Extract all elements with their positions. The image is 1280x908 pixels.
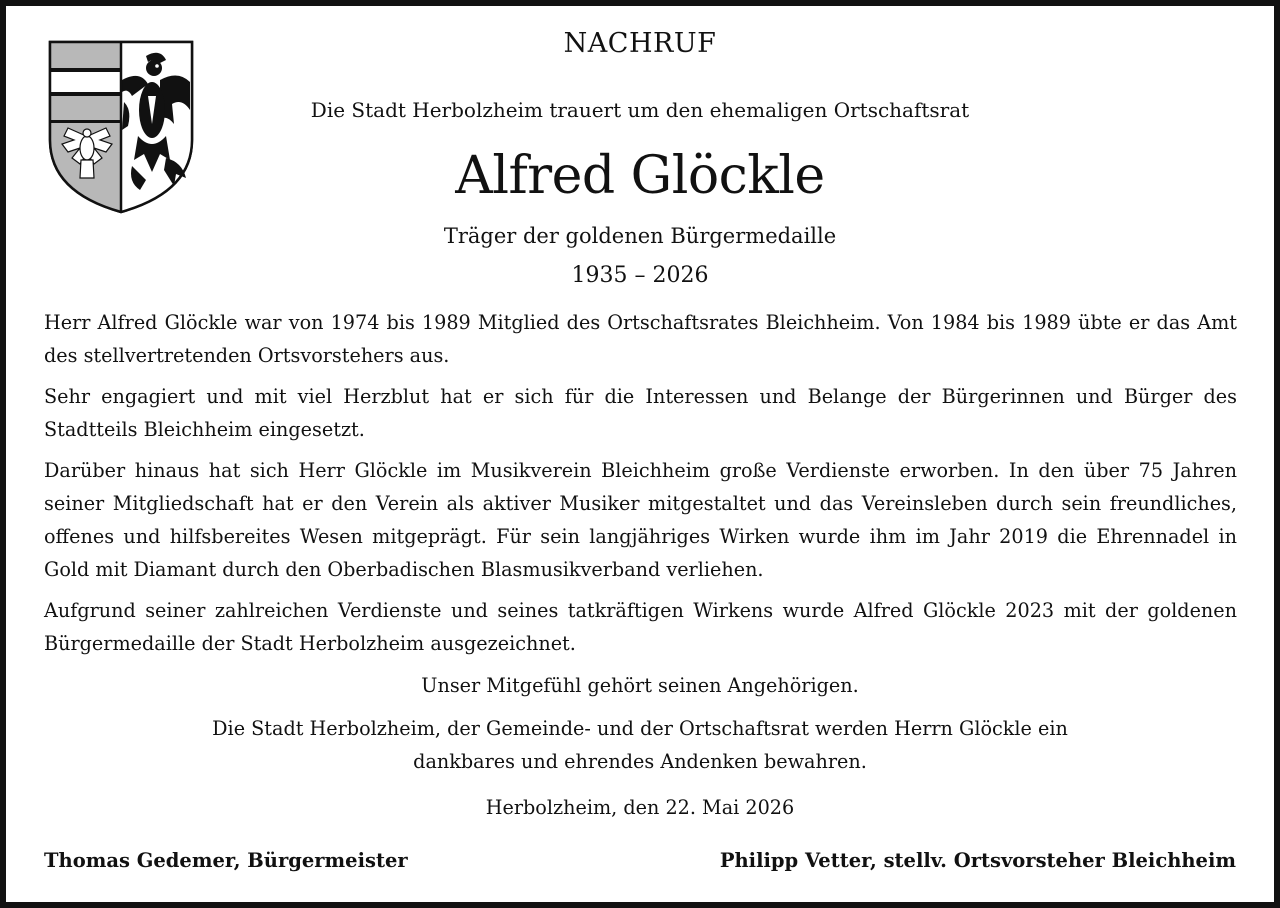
closing-line-2: dankbares und ehrendes Andenken bewahren.	[413, 750, 867, 773]
notice-intro: Die Stadt Herbolzheim trauert um den ehemaligen Ortschaftsrat	[310, 98, 970, 122]
life-years: 1935 – 2026	[571, 263, 709, 288]
notice-heading: NACHRUF	[563, 28, 717, 59]
paragraph-medal: Aufgrund seiner zahlreichen Verdienste und seines tatkräftigen Wirkens wurde Alfred Glöckle 2023 mit der goldenen Bürgermedaille der Stadt Herbolzheim ausgezeichnet.	[44, 599, 1237, 655]
paragraph-career: Herr Alfred Glöckle war von 1974 bis 1989 Mitglied des Ortschaftsrates Bleichheim. Von 1984 bis 1989 übte er das Amt des stellvertretenden Ortsvorstehers aus.	[44, 311, 1237, 367]
condolence-line: Unser Mitgefühl gehört seinen Angehörigen.	[421, 674, 859, 697]
closing-statement	[0, 712, 1280, 778]
signature-deputy: Philipp Vetter, stellv. Ortsvorsteher Bleichheim	[719, 849, 1236, 872]
signature-mayor: Thomas Gedemer, Bürgermeister	[44, 849, 408, 872]
place-and-date: Herbolzheim, den 22. Mai 2026	[485, 796, 795, 819]
honor-title: Träger der goldenen Bürgermedaille	[443, 224, 837, 248]
paragraph-engagement: Sehr engagiert und mit viel Herzblut hat er sich für die Interessen und Belange der Bürgerinnen und Bürger des Stadtteils Bleichheim eingesetzt.	[44, 385, 1237, 441]
deceased-name: Alfred Glöckle	[455, 146, 825, 206]
closing-line-1: Die Stadt Herbolzheim, der Gemeinde- und der Ortschaftsrat werden Herrn Glöckle ein	[212, 717, 1068, 740]
paragraph-music-club: Darüber hinaus hat sich Herr Glöckle im Musikverein Bleichheim große Verdienste erworben. In den über 75 Jahren seiner Mitgliedschaft hat er den Verein als aktiver Musiker mitgestaltet und das Vereinsleben durch sein freundliches, offenes und hilfsbereites Wesen mitgeprägt. Für sein langjähriges Wirken wurde ihm im Jahr 2019 die Ehrennadel in Gold mit Diamant durch den Oberbadischen Blasmusikverband verliehen.	[44, 459, 1237, 581]
